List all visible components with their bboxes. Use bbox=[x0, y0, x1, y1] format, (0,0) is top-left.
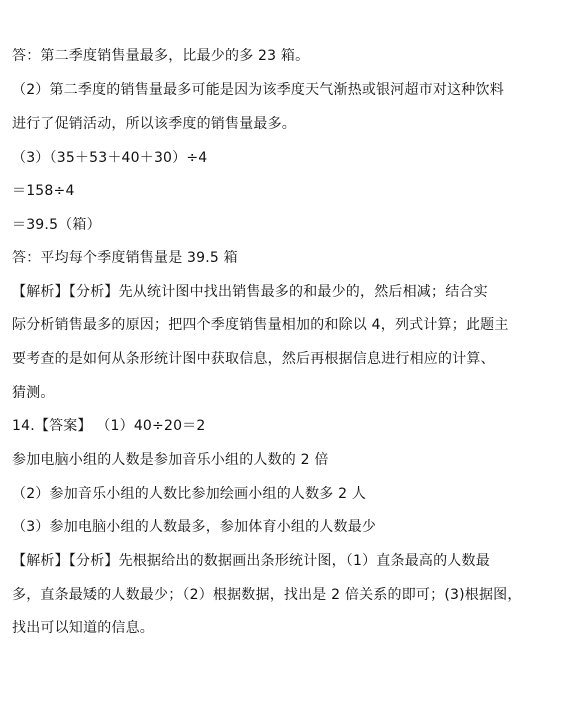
analysis-line-1: 【解析】【分析】先从统计图中找出销售最多的和最少的，然后相减；结合实 bbox=[12, 284, 488, 300]
reason-line-1: （2）第二季度的销售量最多可能是因为该季度天气渐热或银河超市对这种饮料 bbox=[12, 82, 504, 98]
q14-analysis-line-2: 多，直条最矮的人数最少；（2）根据数据，找出是 2 倍关系的即可；(3)根据图， bbox=[12, 587, 522, 603]
calc-line-2: ＝158÷4 bbox=[12, 183, 75, 199]
calc-line-3: ＝39.5（箱） bbox=[12, 217, 101, 233]
q14-analysis-line-3: 找出可以知道的信息。 bbox=[12, 620, 154, 636]
q14-conclusion-1: 参加电脑小组的人数是参加音乐小组的人数的 2 倍 bbox=[12, 452, 329, 468]
q14-conclusion-3: （3）参加电脑小组的人数最多，参加体育小组的人数最少 bbox=[12, 519, 377, 535]
analysis-line-2: 际分析销售最多的原因；把四个季度销售量相加的和除以 4，列式计算；此题主 bbox=[12, 317, 509, 333]
reason-line-2: 进行了促销活动，所以该季度的销售量最多。 bbox=[12, 116, 296, 132]
calc-line-1: （3）（35＋53＋40＋30）÷4 bbox=[12, 150, 208, 166]
q14-answer-header: 14.【答案】 （1）40÷20＝2 bbox=[12, 418, 206, 434]
average-answer-line: 答：平均每个季度销售量是 39.5 箱 bbox=[12, 250, 238, 266]
q14-analysis-line-1: 【解析】【分析】先根据给出的数据画出条形统计图，（1）直条最高的人数最 bbox=[12, 553, 490, 569]
q14-conclusion-2: （2）参加音乐小组的人数比参加绘画小组的人数多 2 人 bbox=[12, 486, 367, 502]
answer-q2-part1-line: 答：第二季度销售量最多，比最少的多 23 箱。 bbox=[12, 48, 310, 64]
analysis-line-4: 猜测。 bbox=[12, 385, 55, 401]
analysis-line-3: 要考查的是如何从条形统计图中获取信息，然后再根据信息进行相应的计算、 bbox=[12, 351, 495, 367]
